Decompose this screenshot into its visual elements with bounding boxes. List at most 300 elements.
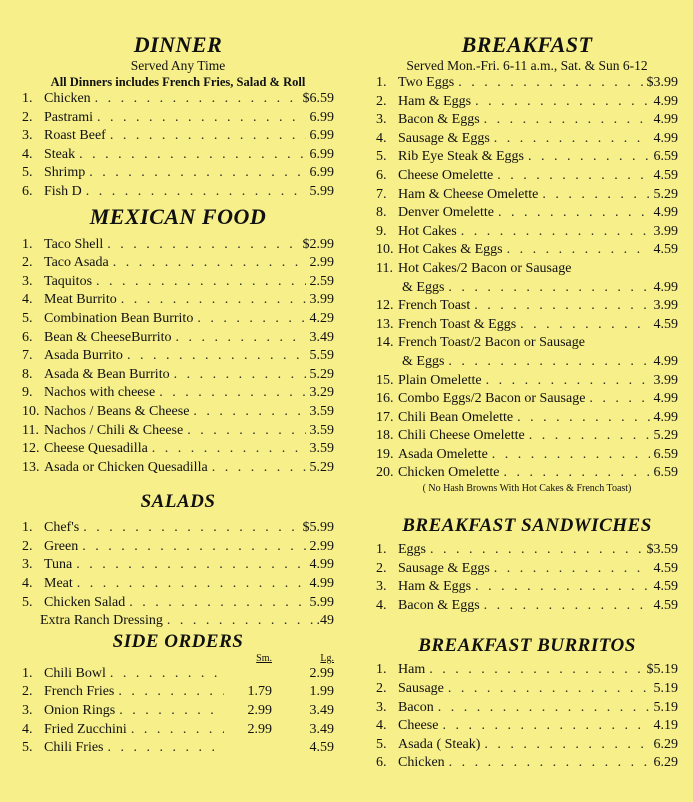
menu-item-name (376, 372, 482, 391)
breakfast-title: BREAKFAST (461, 32, 593, 57)
leader-dots (430, 541, 643, 560)
leader-dots (197, 310, 305, 329)
leader-dots (96, 273, 305, 292)
menu-item-label: Nachos / Beans & Cheese (44, 403, 190, 419)
leader-dots (121, 291, 306, 310)
leader-dots (76, 556, 305, 575)
menu-item-name (376, 241, 503, 260)
menu-item-label: Bean & CheeseBurrito (44, 329, 172, 345)
menu-item-price: 5.29 (309, 366, 334, 382)
menu-item-label: Bacon & Eggs (398, 112, 480, 128)
menu-item-label: Eggs (398, 542, 426, 558)
menu-item-price: 3.29 (309, 385, 334, 401)
menu-item-number: 6. (376, 167, 387, 183)
leader-dots (475, 93, 649, 112)
menu-item-number: 1. (376, 662, 387, 678)
menu-item-label: Green (44, 538, 79, 554)
menu-item-label: Nachos / Chili & Cheese (44, 422, 184, 438)
leader-dots (475, 578, 649, 597)
menu-item-price: 4.99 (653, 93, 678, 109)
menu-item-number: 11. (376, 260, 393, 276)
menu-item-label: French Toast & Eggs (398, 316, 517, 332)
leader-dots (110, 665, 224, 684)
price-large: 4.59 (309, 740, 334, 756)
menu-item-row (22, 236, 334, 255)
menu-item-number: 9. (22, 385, 33, 401)
price-small: 2.99 (247, 703, 272, 719)
menu-item-row (376, 204, 678, 223)
price-large: 3.49 (309, 703, 334, 719)
menu-item-price: 5.29 (653, 186, 678, 202)
menu-item-number: 3. (22, 703, 33, 719)
leader-dots (517, 409, 649, 428)
menu-item-price: 5.59 (309, 348, 334, 364)
menu-item-row (376, 597, 678, 616)
breakfast-burritos-list (376, 661, 678, 773)
menu-item-number: 5. (22, 740, 33, 756)
menu-item-row (22, 310, 334, 329)
menu-item-number: 20. (376, 465, 394, 481)
menu-item-price: $3.99 (646, 75, 678, 90)
leader-dots (438, 699, 650, 718)
menu-item-row (376, 316, 678, 335)
menu-item-price: 3.99 (653, 223, 678, 239)
menu-item-row (376, 74, 678, 93)
menu-item-name (22, 347, 123, 366)
breakfast-burritos-title: BREAKFAST BURRITOS (418, 635, 636, 657)
menu-item-label: Taquitos (44, 273, 93, 289)
menu-item-price: 4.99 (309, 576, 334, 592)
menu-item-price: 6.99 (309, 146, 334, 162)
menu-item-price: 4.59 (653, 242, 678, 258)
leader-dots (159, 384, 305, 403)
menu-item-label: Sausage & Eggs (398, 130, 490, 146)
leader-dots (458, 74, 642, 93)
leader-dots (448, 353, 649, 372)
menu-item-number: 1. (22, 665, 33, 681)
menu-item-number: 11. (22, 422, 39, 438)
menu-item-name (22, 538, 78, 557)
left-column (22, 0, 334, 758)
leader-dots (212, 459, 306, 478)
menu-item-name (22, 594, 125, 613)
menu-item-number: 1. (376, 75, 387, 90)
menu-item-name (22, 183, 82, 202)
price-large: 2.99 (309, 665, 334, 681)
menu-item-row (376, 578, 678, 597)
menu-item-price: 5.99 (309, 183, 334, 199)
menu-item-row (376, 446, 678, 465)
menu-item-name (22, 254, 109, 273)
menu-item-number: 6. (376, 755, 387, 771)
menu-item-name (22, 556, 72, 575)
menu-item-row (22, 347, 334, 366)
leader-dots (97, 109, 306, 128)
menu-item-price: 5.19 (653, 699, 678, 715)
menu-item-price: 6.29 (653, 755, 678, 771)
menu-item-number: 5. (22, 165, 33, 181)
menu-item-label: Chili Bowl (44, 665, 106, 681)
side-orders-title: SIDE ORDERS (112, 630, 244, 652)
menu-item-label: Bacon (398, 699, 434, 715)
menu-item-number: 3. (22, 128, 33, 144)
menu-item-row (22, 519, 334, 538)
menu-item-price: $6.59 (302, 91, 334, 106)
menu-item-label: Shrimp (44, 165, 86, 181)
menu-item-number: 3. (376, 699, 387, 715)
menu-item-row (22, 739, 334, 758)
menu-item-name (376, 390, 585, 409)
menu-item-name (376, 409, 513, 428)
menu-item-number: 5. (22, 310, 33, 326)
menu-item-row (376, 754, 678, 773)
dinner-list (22, 90, 334, 202)
menu-item-number: 5. (22, 594, 33, 610)
menu-item-price: 4.99 (309, 557, 334, 573)
menu-item-row (22, 127, 334, 146)
leader-dots (129, 594, 305, 613)
leader-dots (498, 204, 649, 223)
menu-item-row (376, 661, 678, 680)
menu-item-continuation (376, 353, 678, 372)
leader-dots (442, 717, 649, 736)
menu-item-name (22, 384, 155, 403)
menu-item-label: Asada Burrito (44, 348, 123, 364)
menu-item-price: 3.99 (653, 298, 678, 314)
menu-item-label: Fried Zucchini (44, 721, 127, 737)
leader-dots (542, 186, 649, 205)
side-orders-list (22, 665, 334, 758)
menu-item-name (376, 717, 438, 736)
menu-item-number: 18. (376, 428, 394, 444)
menu-item-number: 1. (22, 520, 33, 536)
menu-item-price: 4.59 (653, 579, 678, 595)
menu-item-price: 4.59 (653, 167, 678, 183)
leader-dots (193, 403, 305, 422)
menu-item-number: 2. (376, 681, 387, 697)
menu-item-price: 5.99 (309, 594, 334, 610)
menu-item-label: French Toast (398, 298, 471, 314)
menu-item-label: Bacon & Eggs (398, 597, 480, 613)
menu-item-label: Asada ( Steak) (398, 736, 481, 752)
menu-item-price: 5.19 (653, 681, 678, 697)
menu-item-name (376, 297, 470, 316)
menu-item-name (376, 446, 488, 465)
menu-item-number: 8. (376, 205, 387, 221)
menu-item-label: Chili Fries (44, 740, 104, 756)
leader-dots (429, 661, 642, 680)
menu-item-price: 5.29 (309, 459, 334, 475)
menu-item-label: Hot Cakes & Eggs (398, 242, 503, 258)
menu-item-label: Cheese (398, 718, 439, 734)
menu-item-name (22, 721, 127, 740)
menu-item-name (376, 204, 494, 223)
menu-item-row (22, 538, 334, 557)
leader-dots (176, 329, 306, 348)
menu-item-name (22, 109, 93, 128)
menu-item-number: 1. (22, 91, 33, 106)
menu-item-label: Hot Cakes (398, 223, 457, 239)
menu-item-row (376, 297, 678, 316)
leader-dots (86, 183, 306, 202)
menu-item-row (22, 329, 334, 348)
leader-dots (497, 167, 649, 186)
menu-item-name (22, 440, 148, 459)
menu-item-row (376, 260, 678, 279)
menu-item-number: 13. (22, 459, 40, 475)
breakfast-sandwiches-list (376, 541, 678, 615)
menu-item-name (376, 754, 445, 773)
menu-item-number: 3. (376, 579, 387, 595)
dinner-title: DINNER (133, 32, 223, 57)
leader-dots (108, 739, 224, 758)
menu-item-label: Fish D (44, 183, 82, 199)
menu-item-label: French Fries (44, 684, 115, 700)
menu-item-name (376, 130, 490, 149)
menu-item-row (376, 560, 678, 579)
menu-item-name (376, 680, 444, 699)
menu-item-row (22, 556, 334, 575)
menu-item-row (376, 736, 678, 755)
menu-item-name (376, 427, 525, 446)
menu-item-label-cont: & Eggs (402, 353, 445, 369)
menu-item-label-cont: & Eggs (402, 279, 445, 295)
menu-item-name (376, 223, 457, 242)
menu-item-number: 4. (22, 146, 33, 162)
menu-item-number: 7. (22, 348, 33, 364)
breakfast-subtitle: Served Mon.-Fri. 6-11 a.m., Sat. & Sun 6-12 (406, 58, 648, 73)
menu-item-name (22, 366, 170, 385)
leader-dots (484, 736, 649, 755)
menu-item-price: 3.99 (309, 292, 334, 308)
breakfast-sandwiches-title: BREAKFAST SANDWICHES (402, 515, 652, 537)
menu-item-row (376, 111, 678, 130)
menu-item-number: 16. (376, 391, 394, 407)
menu-item-row (22, 594, 334, 613)
menu-item-row (22, 183, 334, 202)
leader-dots (83, 519, 298, 538)
menu-item-label: Chili Cheese Omelette (398, 428, 525, 444)
menu-item-row (376, 167, 678, 186)
menu-item-number: 4. (376, 597, 387, 613)
leader-dots (484, 597, 650, 616)
menu-item-row (22, 254, 334, 273)
menu-item-name (376, 148, 524, 167)
leader-dots (448, 680, 650, 699)
mexican-list (22, 236, 334, 478)
menu-item-row (22, 109, 334, 128)
menu-item-name (22, 459, 208, 478)
size-header (22, 653, 334, 665)
menu-item-label: Meat (44, 576, 73, 592)
menu-item-price: 6.59 (653, 149, 678, 165)
menu-item-label: Ham & Cheese Omelette (398, 186, 539, 202)
menu-item-label: Combo Eggs/2 Bacon or Sausage (398, 391, 586, 407)
menu-item-number: 10. (376, 242, 394, 258)
extra-dressing-name: Extra Ranch Dressing (40, 613, 163, 629)
menu-item-number: 3. (376, 112, 387, 128)
leader-dots (113, 254, 306, 273)
leader-dots (77, 575, 306, 594)
menu-item-label: Nachos with cheese (44, 385, 156, 401)
menu-item-price: $2.99 (302, 236, 334, 252)
menu-item-row (376, 427, 678, 446)
menu-item-label: Cheese Omelette (398, 167, 494, 183)
menu-item-number: 1. (376, 542, 387, 558)
menu-item-number: 4. (22, 292, 33, 308)
menu-item-name (376, 260, 571, 279)
menu-item-price: 3.59 (309, 422, 334, 438)
menu-item-number: 2. (22, 684, 33, 700)
menu-item-row (376, 223, 678, 242)
menu-item-label: Rib Eye Steak & Eggs (398, 149, 524, 165)
menu-item-name (22, 146, 75, 165)
menu-item-row (22, 273, 334, 292)
size-sm-label: Sm. (256, 652, 272, 664)
menu-item-number: 2. (22, 538, 33, 554)
menu-item-row (22, 422, 334, 441)
menu-item-number: 3. (22, 273, 33, 289)
menu-item-label: Taco Shell (44, 236, 104, 252)
price-small: 2.99 (247, 721, 272, 737)
menu-item-row (376, 409, 678, 428)
menu-item-name (376, 111, 480, 130)
leader-dots (118, 683, 224, 702)
leader-dots (494, 130, 650, 149)
extra-dressing-price: .49 (316, 613, 334, 629)
menu-item-row (22, 721, 334, 740)
menu-item-row (376, 699, 678, 718)
menu-item-row (376, 334, 678, 353)
menu-item-price: 6.59 (653, 446, 678, 462)
menu-item-price: 3.99 (653, 372, 678, 388)
menu-item-label: Chili Bean Omelette (398, 409, 514, 425)
menu-item-row (376, 464, 678, 483)
menu-item-row (22, 291, 334, 310)
menu-item-name (22, 127, 106, 146)
menu-item-number: 2. (376, 560, 387, 576)
menu-item-label: Taco Asada (44, 255, 109, 271)
menu-item-name (22, 575, 73, 594)
menu-item-name (22, 310, 193, 329)
menu-item-price: 4.99 (653, 409, 678, 425)
salads-title: SALADS (140, 491, 216, 513)
menu-item-label: Cheese Quesadilla (44, 441, 148, 457)
menu-item-name (22, 164, 85, 183)
menu-item-name (22, 291, 117, 310)
menu-item-price: 6.29 (653, 736, 678, 752)
menu-item-row (22, 403, 334, 422)
menu-item-number: 12. (376, 298, 394, 314)
menu-item-row (22, 702, 334, 721)
menu-item-name (22, 665, 106, 684)
menu-item-price: 4.59 (653, 597, 678, 613)
price-small: 1.79 (247, 684, 272, 700)
menu-item-number: 6. (22, 183, 33, 199)
menu-item-row (376, 93, 678, 112)
menu-item-row (22, 146, 334, 165)
menu-item-name (22, 90, 91, 109)
menu-item-label: Chicken (398, 755, 445, 771)
mexican-title: MEXICAN FOOD (89, 203, 267, 229)
menu-item-number: 14. (376, 335, 394, 351)
menu-item-price: 4.59 (653, 560, 678, 576)
leader-dots (95, 90, 299, 109)
menu-item-row (22, 683, 334, 702)
menu-item-price: 3.49 (309, 329, 334, 345)
menu-item-name (376, 334, 585, 353)
menu-item-price: 4.99 (653, 130, 678, 146)
menu-item-price: 2.99 (309, 538, 334, 554)
menu-item-row (376, 130, 678, 149)
menu-item-name (22, 329, 172, 348)
leader-dots (131, 721, 224, 740)
leader-dots (461, 223, 650, 242)
menu-item-label: Asada Omelette (398, 446, 488, 462)
menu-item-row (376, 372, 678, 391)
menu-item-price: 5.29 (653, 428, 678, 444)
menu-item-price: 4.99 (653, 353, 678, 369)
menu-item-label: Chicken (44, 91, 91, 106)
leader-dots (492, 446, 650, 465)
menu-item-number: 4. (376, 718, 387, 734)
menu-item-label: Onion Rings (44, 703, 116, 719)
dinner-subtitle: Served Any Time (130, 58, 226, 73)
menu-item-row (22, 164, 334, 183)
leader-dots (152, 440, 306, 459)
menu-item-number: 17. (376, 409, 394, 425)
leader-dots (486, 372, 650, 391)
menu-item-number: 4. (22, 721, 33, 737)
menu-item-price: 3.59 (309, 441, 334, 457)
menu-item-number: 1. (22, 236, 33, 252)
menu-item-number: 5. (376, 149, 387, 165)
menu-item-number: 3. (22, 557, 33, 573)
menu-item-price: 4.99 (653, 279, 678, 295)
leader-dots (589, 390, 649, 409)
menu-item-number: 9. (376, 223, 387, 239)
leader-dots (520, 316, 649, 335)
menu-item-price: 4.19 (653, 718, 678, 734)
leader-dots (529, 427, 650, 446)
menu-item-name (376, 74, 454, 93)
extra-dressing-row (22, 612, 334, 631)
menu-item-label: Chef's (44, 520, 80, 536)
menu-item-row (22, 440, 334, 459)
menu-item-name (22, 273, 92, 292)
menu-item-number: 5. (376, 736, 387, 752)
menu-item-label: Meat Burrito (44, 292, 117, 308)
menu-item-row (22, 665, 334, 684)
menu-item-label: Denver Omelette (398, 205, 495, 221)
menu-item-label: Chicken Omelette (398, 465, 500, 481)
leader-dots (119, 702, 224, 721)
menu-item-name (22, 519, 79, 538)
menu-item-row (376, 390, 678, 409)
menu-item-name (22, 739, 104, 758)
menu-item-price: $5.19 (646, 662, 678, 678)
menu-item-label: Sausage & Eggs (398, 560, 490, 576)
menu-item-label: Ham (398, 662, 426, 678)
menu-item-name (376, 560, 490, 579)
menu-item-row (376, 148, 678, 167)
menu-item-label: French Toast/2 Bacon or Sausage (398, 335, 585, 351)
menu-item-name (376, 541, 426, 560)
leader-dots (127, 347, 306, 366)
menu-item-label: Two Eggs (398, 75, 455, 90)
menu-item-row (376, 717, 678, 736)
menu-item-name (22, 422, 183, 441)
